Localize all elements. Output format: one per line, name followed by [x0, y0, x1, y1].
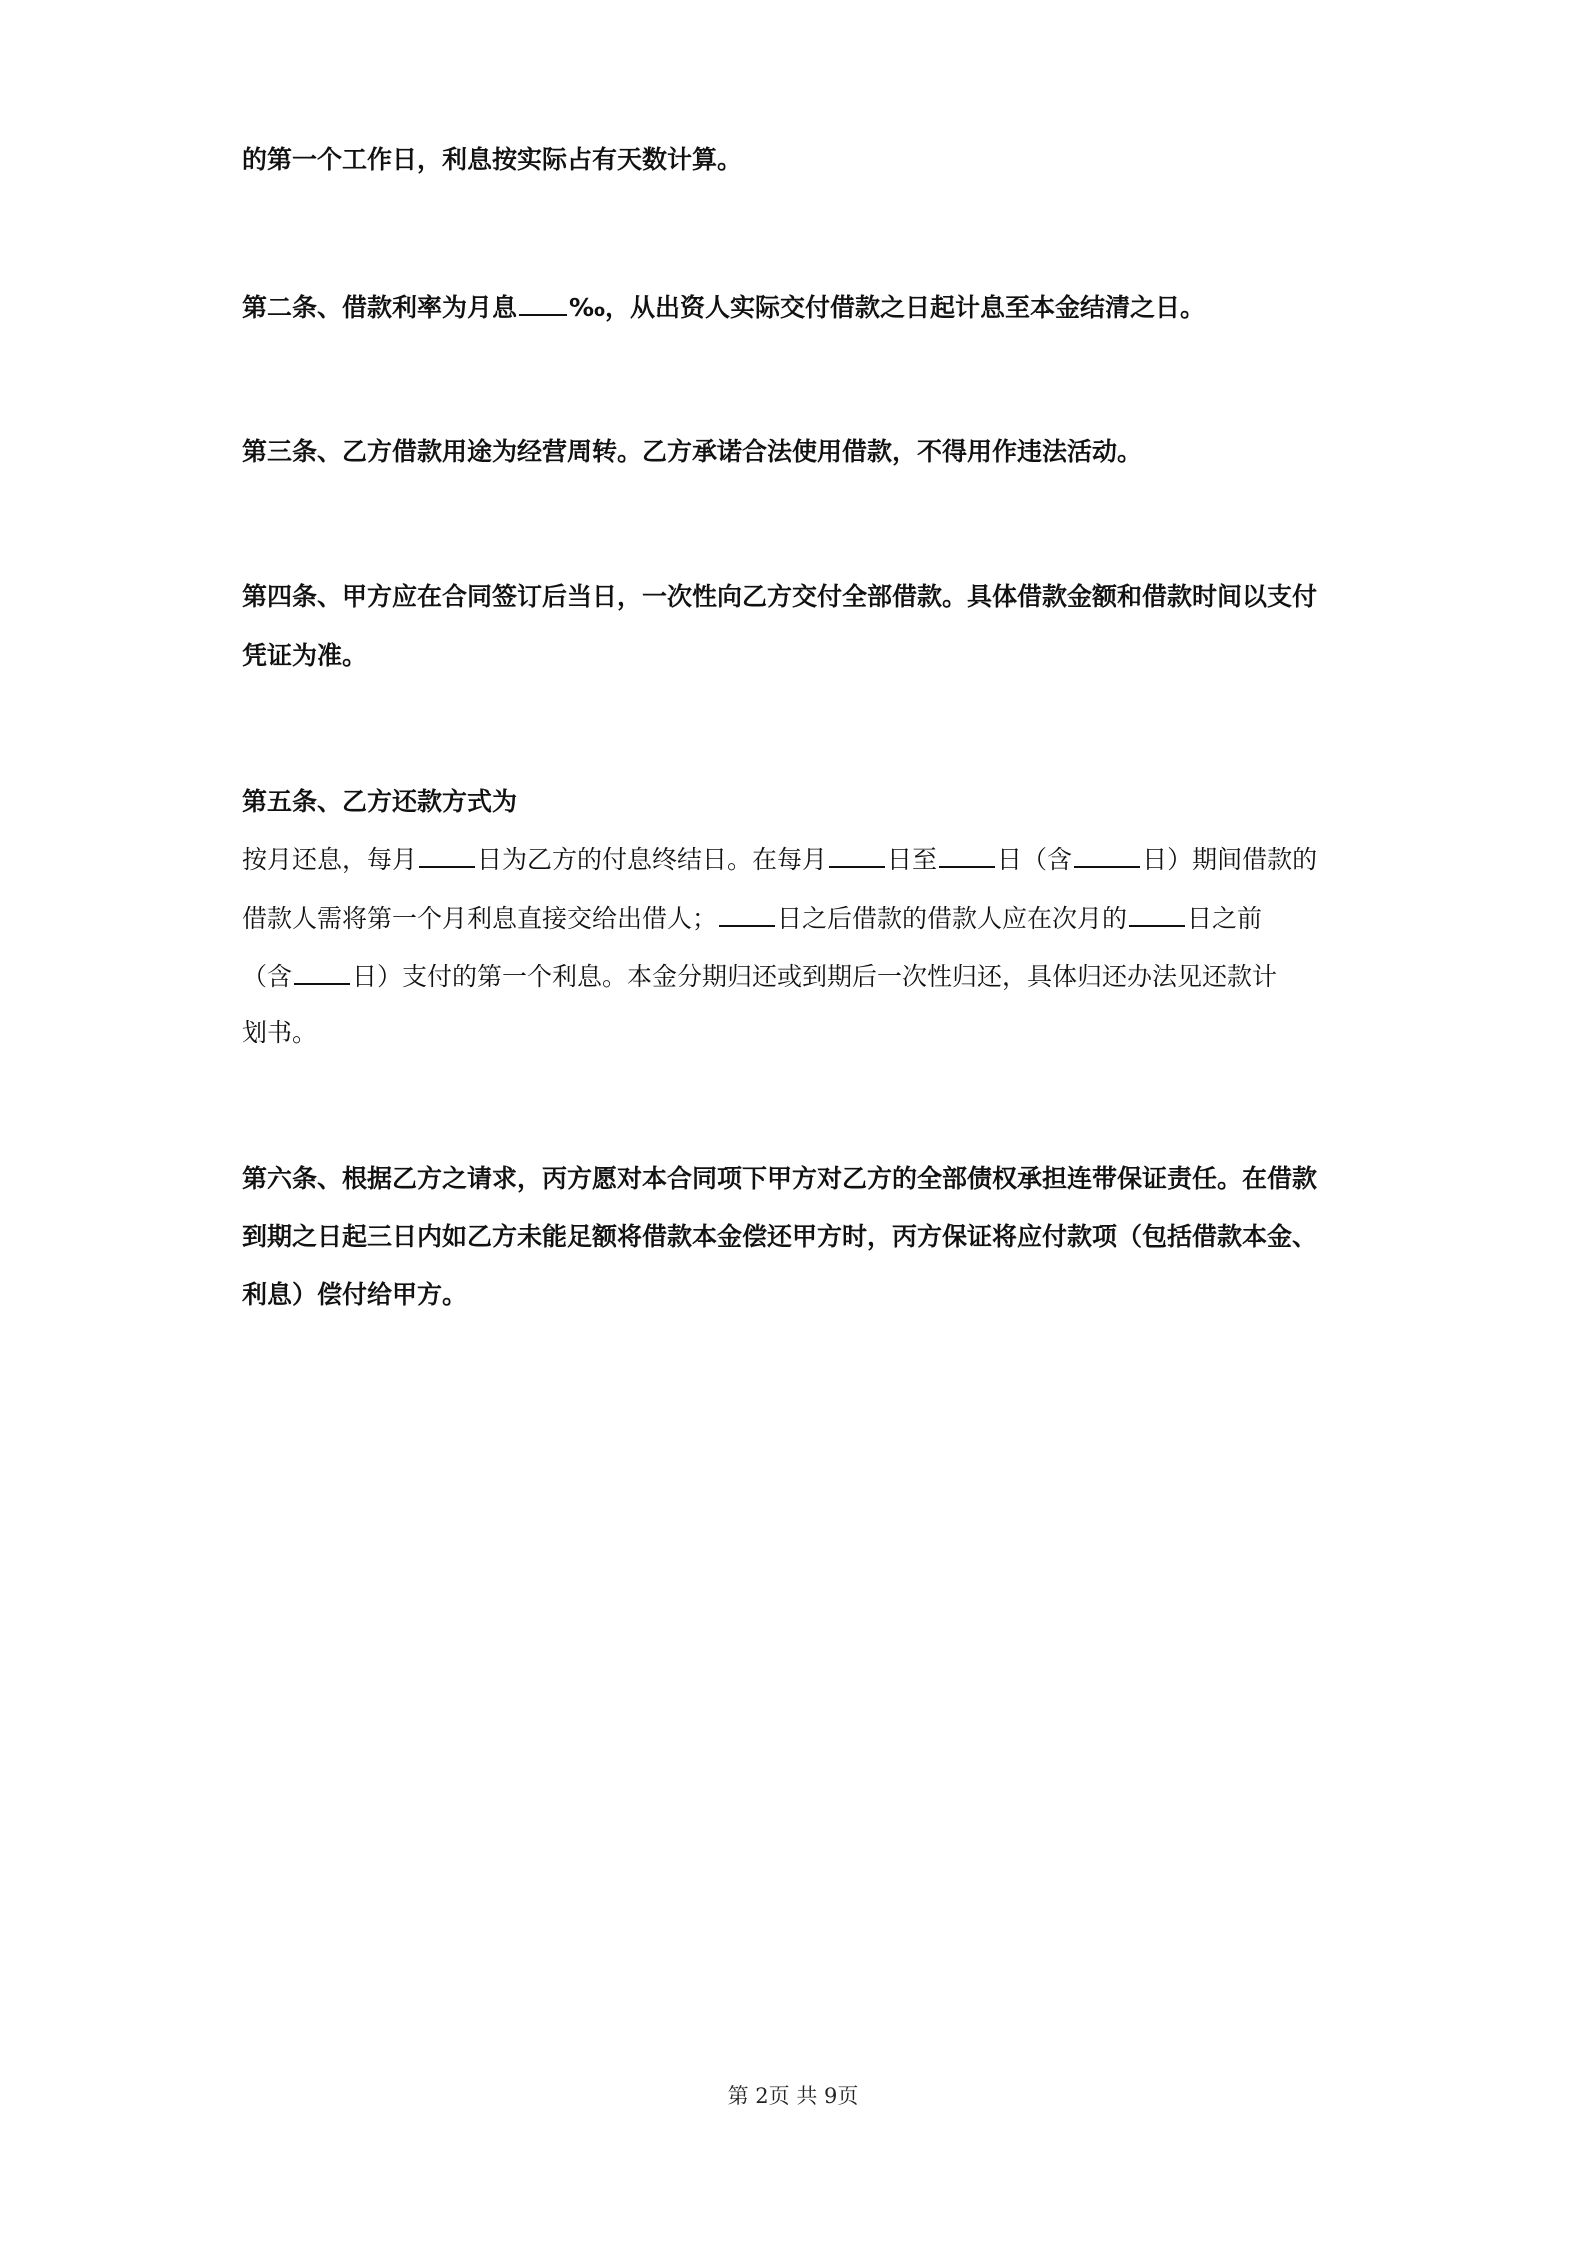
- text-line: 第六条、根据乙方之请求，丙方愿对本合同项下甲方对乙方的全部债权承担连带保证责任。在借款: [242, 1164, 1318, 1193]
- article-4-line-1: [242, 579, 1362, 615]
- text-line: 日为乙方的付息终结日。在每月: [477, 845, 828, 874]
- text-line: 第二条、借款利率为月息: [242, 293, 518, 322]
- text-line: ‰，从出资人实际交付借款之日起计息至本金结清之日。: [569, 293, 1206, 322]
- text-line: 利息）偿付给甲方。: [242, 1280, 468, 1309]
- fill-in-blank: [1074, 840, 1140, 868]
- article-3: [242, 434, 1362, 470]
- text-line: 借款人需将第一个月利息直接交给出借人；: [242, 904, 718, 933]
- text-line: 第五条、乙方还款方式为: [242, 787, 518, 816]
- fill-in-blank: [719, 899, 775, 927]
- text-line: 日（含: [997, 845, 1073, 874]
- text-line: 第三条、乙方借款用途为经营周转。乙方承诺合法使用借款，不得用作违法活动。: [242, 437, 1143, 466]
- text-line: 第四条、甲方应在合同签订后当日，一次性向乙方交付全部借款。具体借款金额和借款时间以支付: [242, 582, 1318, 611]
- article-6-line-2: [242, 1219, 1362, 1255]
- fill-in-blank: [294, 957, 350, 985]
- text-line: 日）期间借款的: [1142, 845, 1318, 874]
- article-5-line-4: [242, 1015, 1362, 1051]
- text-line: 划书。: [242, 1018, 318, 1047]
- text-line: 日之前: [1187, 904, 1263, 933]
- article-5-line-2: [242, 899, 1362, 937]
- text-line: 的第一个工作日，利息按实际占有天数计算。: [242, 145, 743, 174]
- fill-in-blank: [829, 840, 885, 868]
- paragraph-continuation: [242, 142, 1362, 178]
- text-line: 到期之日起三日内如乙方未能足额将借款本金偿还甲方时，丙方保证将应付款项（包括借款本金、: [242, 1222, 1318, 1251]
- text-line: 凭证为准。: [242, 641, 368, 670]
- page-number-label: 第 2页 共 9页: [727, 2084, 859, 2108]
- article-6-line-1: [242, 1161, 1362, 1197]
- text-line: 按月还息，每月: [242, 845, 418, 874]
- fill-in-blank: [419, 840, 475, 868]
- fill-in-blank: [519, 288, 567, 316]
- text-line: 日之后借款的借款人应在次月的: [777, 904, 1128, 933]
- fill-in-blank: [1129, 899, 1185, 927]
- fill-in-blank: [939, 840, 995, 868]
- text-line: 日）支付的第一个利息。本金分期归还或到期后一次性归还，具体归还办法见还款计: [352, 962, 1278, 991]
- text-line: （含: [242, 962, 293, 991]
- article-5-line-3: [242, 957, 1362, 995]
- article-6-line-3: [242, 1277, 1362, 1313]
- article-2: [242, 288, 1362, 326]
- text-line: 日至: [887, 845, 938, 874]
- article-5-line-1: [242, 840, 1362, 878]
- article-4-line-2: [242, 638, 1362, 674]
- page-number-footer: [0, 2080, 1586, 2110]
- article-5-heading: [242, 784, 1362, 820]
